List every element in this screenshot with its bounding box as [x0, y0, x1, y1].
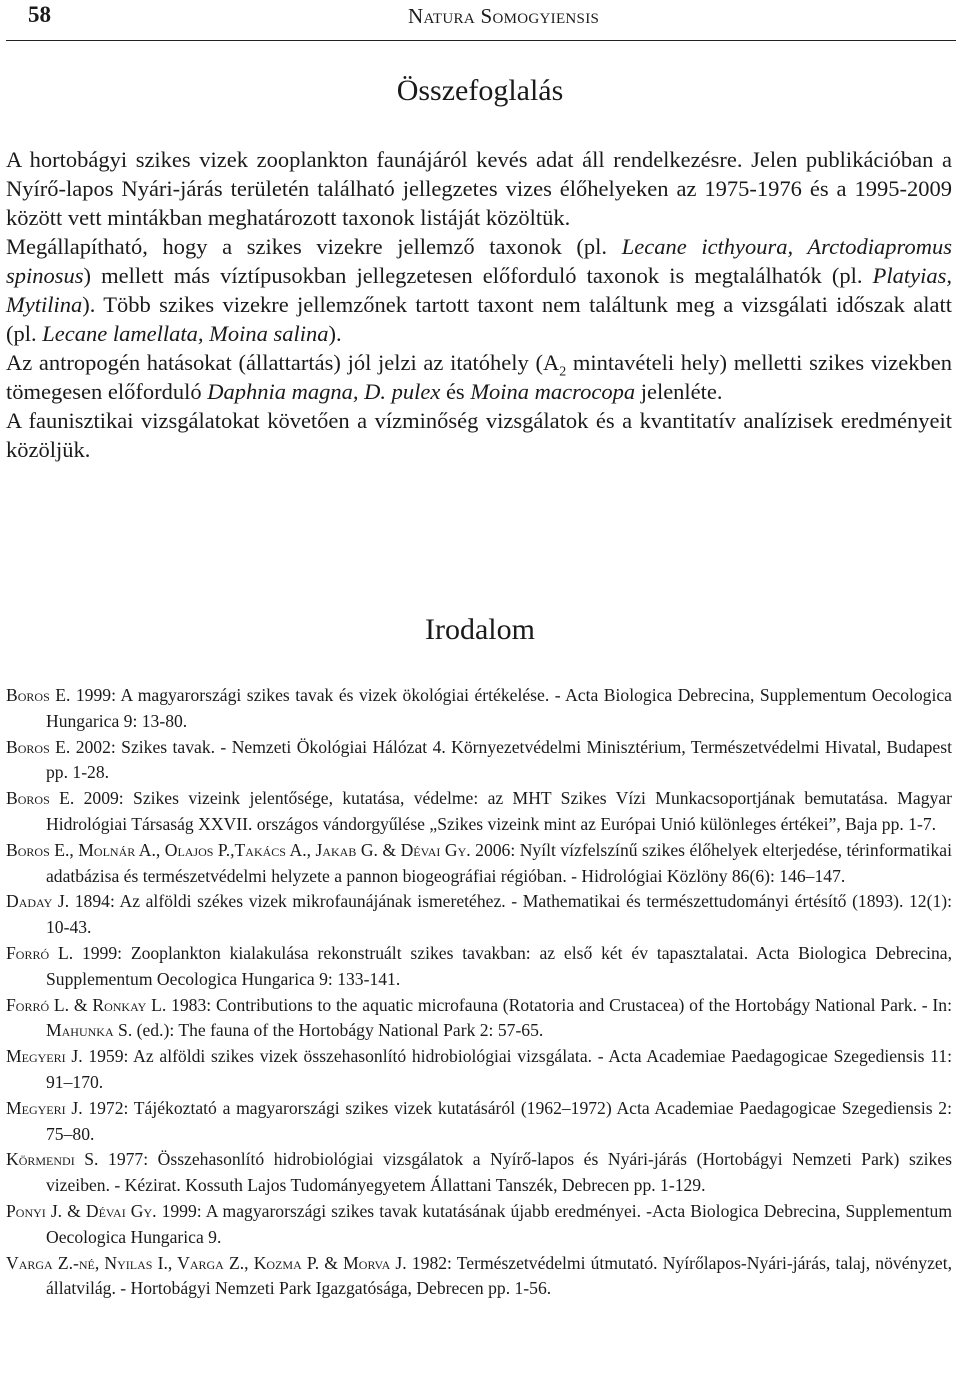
reference-item	[6, 735, 952, 787]
summary-paragraph: A hortobágyi szikes vizek zooplankton faunájáról kevés adat áll rendelkezésre. Jelen publikációban a Nyírő-lapos Nyári-járás területén található jellegzetes vizes élőhelyeken az 1975-1976 és a 1995-2009 között vett mintákban meghatározott taxonok listáját közöltük.	[6, 147, 952, 230]
summary-paragraph: Megállapítható, hogy a szikes vizekre jellemző taxonok (pl. Lecane icthyoura, Arctodiapromus spinosus) mellett más víztípusokban jellegzetesen előforduló taxonok is megtalálhatók (pl. Platyias, Mytilina). Több szikes vizekre jellemzőnek tartott taxont nem találtunk meg a vizsgálati időszak alatt (pl. Lecane lamellata, Moina salina).	[6, 234, 952, 346]
ref-authors: Boros E., Molnár A., Olajos P.,Takács A., Jakab G. & Dévai Gy.	[6, 839, 471, 860]
ref-editor: Mahunka S.	[46, 1020, 133, 1041]
summary-body	[6, 145, 952, 464]
ref-details: 1999: Zooplankton kialakulása rekonstruált szikes tavakban: az első két év tapasztalatai. Acta Biologica Debrecina, Supplementum Oecologica Hungarica 9: 133-141.	[46, 942, 952, 989]
ref-authors: Boros E.	[6, 736, 71, 757]
ref-details: 1983: Contributions to the aquatic microfauna (Rotatoria and Crustacea) of the Hortobágy National Park. - In:	[166, 994, 952, 1015]
reference-item	[6, 683, 952, 735]
ref-authors: Ponyi J. & Dévai Gy.	[6, 1200, 157, 1221]
summary-paragraph: A faunisztikai vizsgálatokat követően a vízminőség vizsgálatok és a kvantitatív analízisek eredményeit közöljük.	[6, 408, 952, 462]
reference-item	[6, 941, 952, 993]
reference-item	[6, 1147, 952, 1199]
ref-details: 1894: Az alföldi székes vizek mikrofaunájának ismeretéhez. - Mathematikai és természettudományi értésítő (1893). 12(1): 10-43.	[46, 891, 952, 938]
reference-list	[6, 683, 952, 1302]
ref-authors: Megyeri J.	[6, 1046, 83, 1067]
ref-details: 1959: Az alföldi szikes vizek összehasonlító hidrobiológiai vizsgálata. - Acta Academiae Paedagogicae Szegediensis 11: 91–170.	[46, 1046, 953, 1092]
taxon-name: Daphnia magna, D.	[207, 379, 386, 404]
ref-details: 1972: Tájékoztató a magyarországi szikes vizek kutatásáról (1962–1972) Acta Academiae Paedagogicae Szegediensis 2: 75–80.	[46, 1097, 952, 1144]
ref-authors: Megyeri J.	[6, 1097, 83, 1118]
reference-item	[6, 993, 952, 1045]
ref-details: 2006: Nyílt vízfelszínű szikes élőhelyek elterjedése, térinformatikai adatbázisa és természetvédelmi helyzete a pannon biogeográfiai régióban. - Hidrológiai Közlöny 86(6): 146–147.	[46, 839, 952, 886]
taxon-name: Lecane icthyoura, Arctodiapromus spinosus	[6, 234, 952, 288]
summary-paragraph: Az antropogén hatásokat (állattartás) jól jelzi az itatóhely ($A_2$ mintavételi hely) melletti szikes vizekben tömegesen előforduló Daphnia magna, D. pulex és Moina macrocopa jelenléte.	[6, 350, 952, 404]
reference-item	[6, 1044, 952, 1096]
page-number: 58	[28, 2, 51, 27]
ref-details: 1977: Összehasonlító hidrobiológiai vizsgálatok a Nyírő-lapos és Nyári-járás (Hortobágyi Nemzeti Park) szikes vizeiben. - Kézirat. Kossuth Lajos Tudományegyetem Állattani Tanszék, Debrecen pp. 1-129.	[46, 1149, 952, 1196]
ref-details: 2009: Szikes vizeink jelentősége, kutatása, védelme: az MHT Szikes Vízi Munkacsoportjának bemutatása. Magyar Hidrológiai Társaság XXVII. országos vándorgyűlése „Szikes vizeink mint az Európai Unió különleges értékei”, Baja pp. 1-7.	[46, 788, 952, 834]
page-header	[6, 0, 956, 41]
ref-authors: Forró L. & Ronkay L.	[6, 994, 167, 1015]
reference-item	[6, 1199, 952, 1251]
ref-details: 1982: Természetvédelmi útmutató. Nyírőlapos-Nyári-járás, talaj, növényzet, állatvilág. - Hortobágyi Nemzeti Park Igazgatósága, Debrecen pp. 1-56.	[46, 1252, 953, 1299]
taxon-name: Lecane lamellata, Moina salina	[42, 321, 329, 346]
ref-authors: Daday J.	[6, 891, 70, 912]
subscript: 2	[559, 364, 567, 380]
ref-authors: Forró L.	[6, 942, 74, 963]
reference-item	[6, 786, 952, 838]
ref-authors: Boros E.	[6, 685, 71, 705]
ref-authors: Boros E.	[6, 788, 75, 809]
taxon-name: Moina macrocopa	[470, 379, 636, 404]
reference-item	[6, 889, 952, 941]
ref-authors: Körmendi S.	[6, 1149, 99, 1170]
reference-item	[6, 838, 952, 890]
taxon-name: pulex	[385, 379, 441, 404]
ref-authors: Varga Z.-né, Nyilas I., Varga Z., Kozma P. & Morva J.	[6, 1252, 407, 1273]
reference-item	[6, 1251, 952, 1303]
ref-details: 2002: Szikes tavak. - Nemzeti Ökológiai Hálózat 4. Környezetvédelmi Minisztérium, Természetvédelmi Hivatal, Budapest pp. 1-28.	[46, 736, 952, 783]
ref-details: 1999: A magyarországi szikes tavak kutatásának újabb eredményei. -Acta Biologica Debrecina, Supplementum Oecologica Hungarica 9.	[46, 1200, 953, 1247]
ref-details: 1999: A magyarországi szikes tavak és vizek ökológiai értékelése. - Acta Biologica Debrecina, Supplementum Oecologica Hungarica 9: 13-80.	[46, 685, 952, 731]
taxon-name: Platyias, Mytilina	[6, 263, 952, 317]
reference-item	[6, 1096, 952, 1148]
ref-details: (ed.): The fauna of the Hortobágy National Park 2: 57-65.	[132, 1020, 544, 1041]
journal-title: Natura Somogyiensis	[408, 4, 600, 28]
summary-title: Összefoglalás	[396, 74, 564, 107]
references-title: Irodalom	[425, 613, 535, 646]
